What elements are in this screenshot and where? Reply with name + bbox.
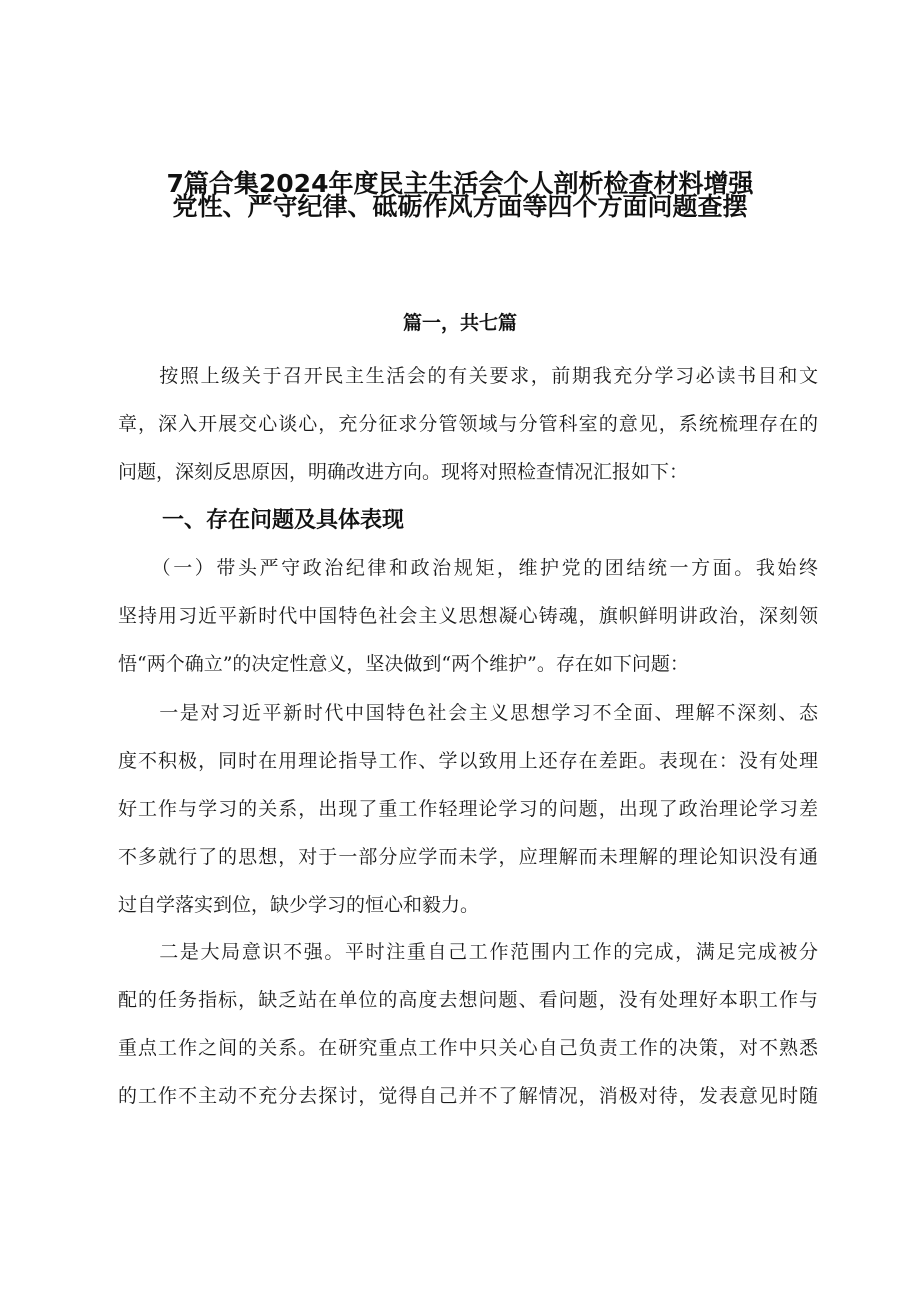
subsection-paragraph	[118, 544, 818, 688]
point-one-line: 过自学落实到位，缺少学习的恒心和毅力。	[118, 894, 480, 916]
document-subtitle: 篇一，共七篇	[402, 312, 517, 334]
subsection-line: 坚持用习近平新时代中国特色社会主义思想凝心铸魂，旗帜鲜明讲政治，深刻领	[118, 605, 818, 627]
intro-line: 问题，深刻反思原因，明确改进方向。现将对照检查情况汇报如下：	[118, 461, 689, 483]
point-two-paragraph	[118, 928, 818, 1120]
point-one-paragraph	[118, 689, 818, 929]
document-title-line-1: 7篇合集2024年度民主生活会个人剖析检查材料增强	[166, 169, 754, 198]
intro-line: 章，深入开展交心谈心，充分征求分管领域与分管科室的意见，系统梳理存在的	[118, 413, 818, 435]
point-two-line: 重点工作之间的关系。在研究重点工作中只关心自己负责工作的决策，对不熟悉	[118, 1037, 818, 1059]
point-one-line: 一是对习近平新时代中国特色社会主义思想学习不全面、理解不深刻、态	[118, 702, 818, 724]
intro-line: 按照上级关于召开民主生活会的有关要求，前期我充分学习必读书目和文	[118, 365, 818, 387]
point-one-line: 好工作与学习的关系，出现了重工作轻理论学习的问题，出现了政治理论学习差	[118, 798, 818, 820]
intro-paragraph	[118, 352, 818, 496]
point-one-line: 度不积极，同时在用理论指导工作、学以致用上还存在差距。表现在：没有处理	[118, 750, 818, 772]
document-title-line-2: 党性、严守纪律、砥砺作风方面等四个方面问题查摆	[172, 192, 748, 221]
point-two-line: 二是大局意识不强。平时注重自己工作范围内工作的完成，满足完成被分	[118, 941, 818, 963]
section-heading: 一、存在问题及具体表现	[162, 508, 405, 533]
point-one-line: 不多就行了的思想，对于一部分应学而未学，应理解而未理解的理论知识没有通	[118, 846, 818, 868]
subsection-line: （一）带头严守政治纪律和政治规矩，维护党的团结统一方面。我始终	[118, 557, 818, 579]
subsection-line: 悟“两个确立”的决定性意义，坚决做到“两个维护”。存在如下问题：	[118, 653, 689, 675]
point-two-line: 配的任务指标，缺乏站在单位的高度去想问题、看问题，没有处理好本职工作与	[118, 989, 818, 1011]
point-two-line: 的工作不主动不充分去探讨，觉得自己并不了解情况，消极对待，发表意见时随	[118, 1085, 818, 1107]
